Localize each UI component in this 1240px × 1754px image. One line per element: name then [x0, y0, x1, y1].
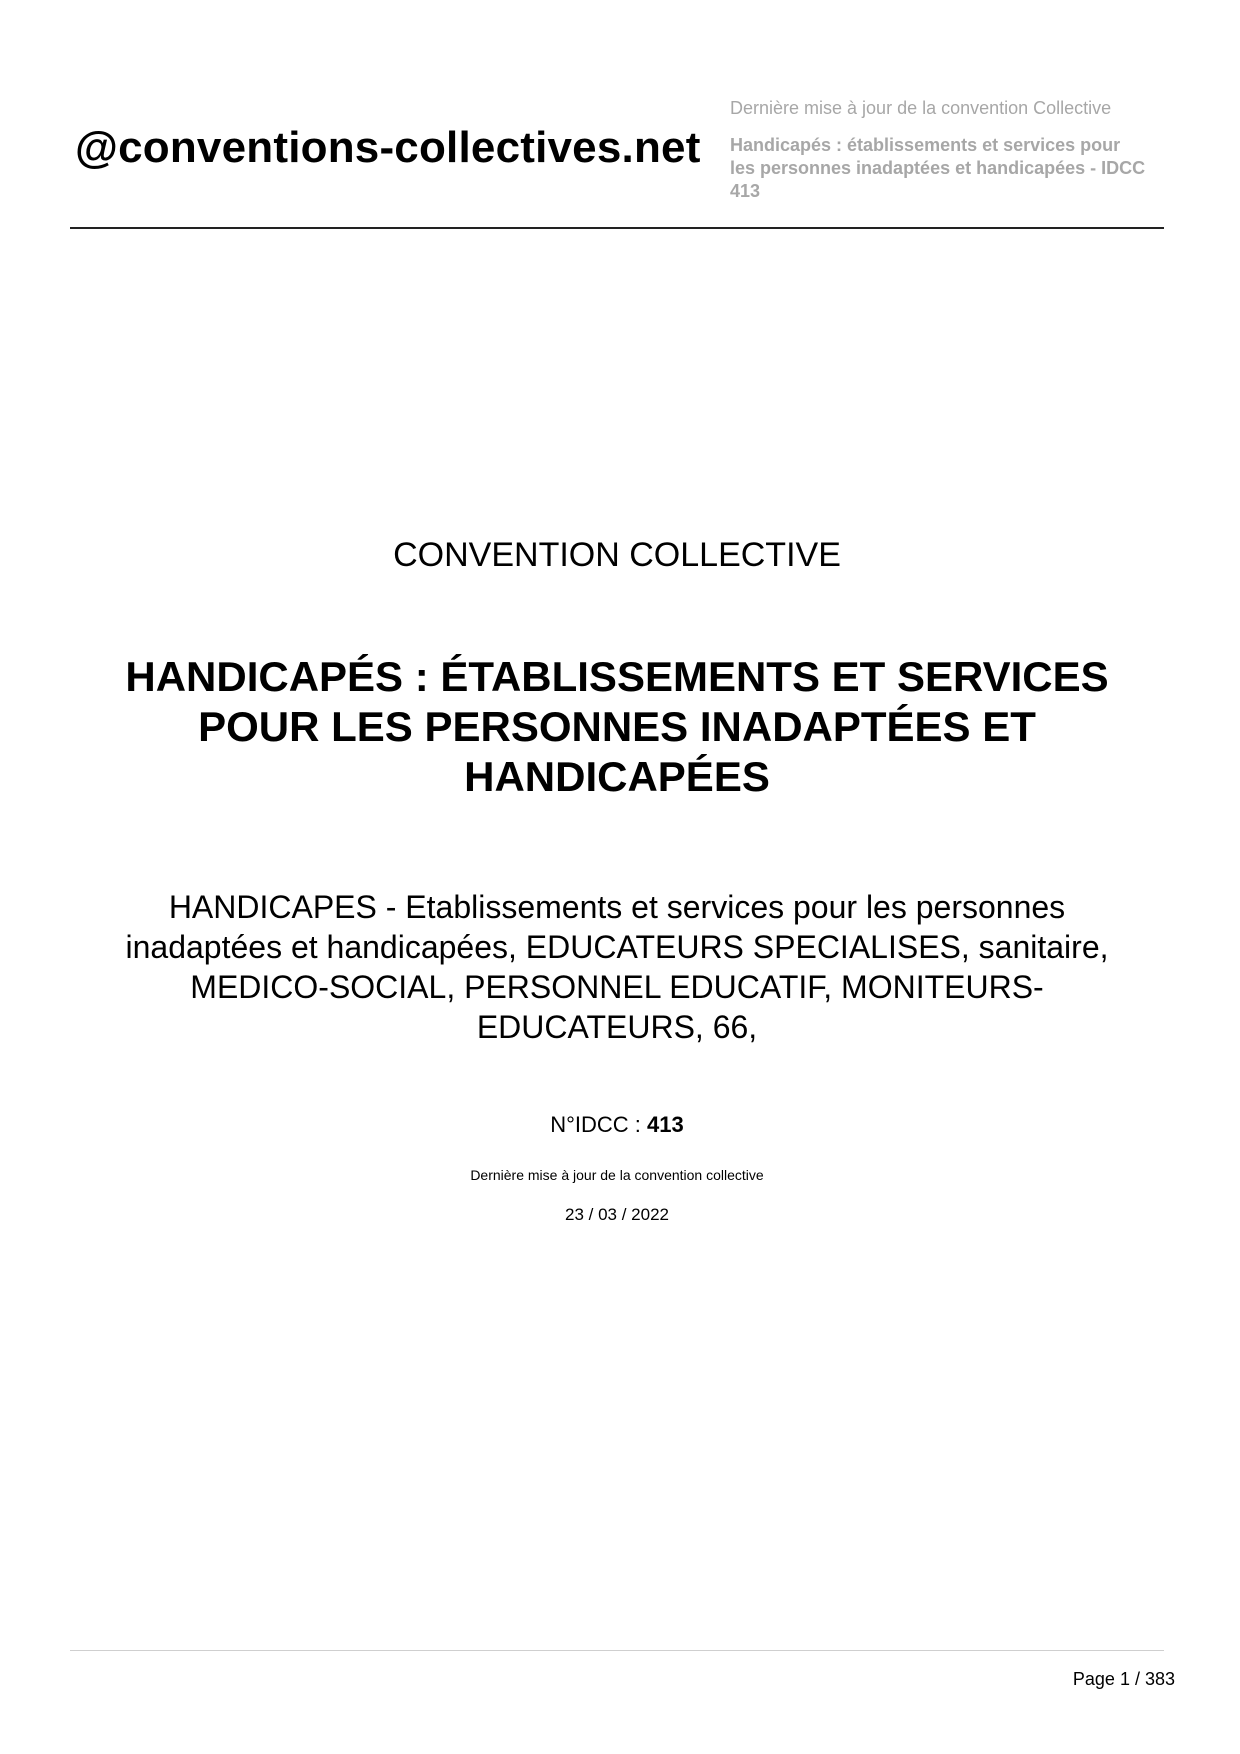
document-subtitle: HANDICAPES - Etablissements et services pour les personnes inadaptées et handicapées, EDUCATEURS SPECIALISES, sanitaire, MEDICO-SOCIAL, PERSONNEL EDUCATIF, MONITEURS-EDUCATEURS, 66, — [125, 889, 1109, 1045]
document-title: HANDICAPÉS : ÉTABLISSEMENTS ET SERVICES POUR LES PERSONNES INADAPTÉES ET HANDICAPÉES — [125, 653, 1109, 800]
header-document-reference: Handicapés : établissements et services pour les personnes inadaptées et handicapées - IDCC 413 — [730, 135, 1146, 201]
page-number: Page 1 / 383 — [1072, 1669, 1175, 1689]
site-brand: @conventions-collectives.net — [75, 123, 701, 172]
header-update-label: Dernière mise à jour de la convention Collective — [730, 98, 1112, 118]
header-meta — [730, 96, 1150, 203]
footer-divider — [70, 1650, 1164, 1651]
idcc-label: N°IDCC : — [550, 1112, 648, 1137]
last-update-date: 23 / 03 / 2022 — [565, 1205, 669, 1224]
last-update-caption: Dernière mise à jour de la convention collective — [470, 1167, 764, 1183]
document-type: CONVENTION COLLECTIVE — [393, 536, 841, 574]
header-divider — [70, 227, 1164, 229]
idcc-number: 413 — [647, 1112, 684, 1137]
idcc-line — [70, 1111, 1164, 1139]
